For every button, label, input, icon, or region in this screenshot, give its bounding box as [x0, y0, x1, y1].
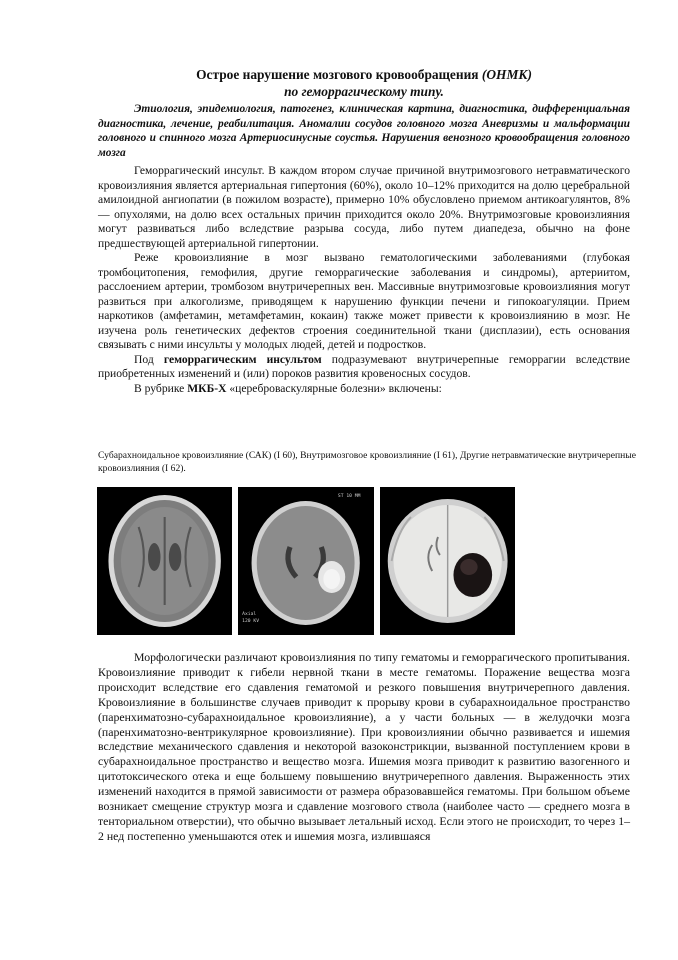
brain-scan-figure: [97, 487, 515, 635]
paragraph-1: Геморрагический инсульт. В каждом втором случае причиной внутримозгового нетравматического кровоизлияния является артериальная гипертония (60%), около 10–12% приходится на долю церебральной амилоидной ангиопатии (в пожилом возрасте), примерно 10% обусловлено приемом антикоагулянтов, 8% — опухолями, на долю всех остальных причин приходится около 20%. Внутримозговые кровоизлияния могут развиваться либо вследствие разрыва сосуда, либо путем диапедеза, обычно на фоне предшествующей артериальной гипертонии.: [98, 164, 630, 250]
p3-pre: Под: [134, 352, 164, 366]
paragraph-4: [98, 382, 630, 397]
body-lower: [98, 650, 630, 844]
ct-scan-left: [97, 487, 232, 635]
title-line2: по геморрагическому типу.: [284, 84, 444, 99]
title-main: Острое нарушение мозгового кровообращения: [196, 67, 482, 82]
paragraph-3: [98, 353, 630, 382]
brain-section-right: [380, 487, 515, 635]
svg-text:ST 10 MM: ST 10 MM: [338, 494, 361, 499]
p3-bold: геморрагическим инсультом: [163, 352, 322, 366]
svg-text:120 KV: 120 KV: [242, 619, 260, 624]
p4-pre: В рубрике: [134, 381, 188, 395]
body-upper: [98, 164, 630, 396]
p4-post: «цереброваскулярные болезни» включены:: [226, 381, 442, 395]
paragraph-5: Морфологически различают кровоизлияния по типу гематомы и геморрагического пропитывания. Кровоизлияние приводит к гибели нервной ткани в месте гематомы. Поражение вещества мозга происходит вследствие его сдавления гематомой и резкого повышения внутричерепного давления. Кровоизлияние в большинстве случаев приводит к прорыву крови в субарахноидальное пространство (паренхиматозно-субарахноидальное кровоизлияние), а у части больных — в желудочки мозга (паренхиматозно-вентрикулярное кровоизлияние). При кровоизлиянии обычно развивается и ишемия вследствие механического сдавления и некоторой вазоконстрикции, вызванной поступлением крови в субарахноидальное пространство и вещество мозга. Ишемия мозга приводит к развитию вазогенного и цитотоксического отека и еще большему повышению внутричерепного давления. Выраженность этих изменений находится в прямой зависимости от размера образовавшейся гематомы. При большом объеме возникает смещение структур мозга и сдавление мозгового ствола (наиболее часто — среднего мозга в тенториальном отверстии), что обычно вызывает летальный исход. Если этого не происходит, то через 1–2 нед постепенно уменьшаются отек и ишемия мозга, излившаяся: [98, 650, 630, 843]
p4-bold: МКБ-Х: [187, 381, 227, 395]
title-abbr: (ОНМК): [481, 67, 532, 82]
ct-scan-middle: [238, 487, 373, 635]
section-subtitle: Этиология, эпидемиология, патогенез, клиническая картина, диагностика, дифференциальная диагностика, лечение, реабилитация. Аномалии сосудов головного мозга Аневризмы и мальформации головного и спинного мозга Артериосинусные соустья. Нарушения венозного кровообращения головного мозга: [98, 103, 630, 159]
icd-codes: Субарахноидальное кровоизлияние (САК) (I 60), Внутримозговое кровоизлияние (I 61), Другие нетравматические внутричерепные кровоизлияния (I 62).: [98, 450, 636, 474]
svg-text:Axial: Axial: [242, 612, 257, 617]
page-title: [98, 66, 630, 100]
p3-post: подразумевают внутричерепные геморрагии вследствие приобретенных изменений и (или) пороков развития кровеносных сосудов.: [98, 352, 631, 380]
paragraph-2: Реже кровоизлияние в мозг вызвано гематологическими заболеваниями (глубокая тромбоцитопения, гемофилия, другие геморрагические заболевания и синдромы), артериитом, расслоением артерии, тромбозом внутричерепных вен. Массивные внутримозговые кровоизлияния могут развиться при алкоголизме, приводящем к нарушению функции печени и гипокоагуляции. Прием наркотиков (амфетамин, метамфетамин, кокаин) также может привести к кровоизлиянию в мозг. Не изучена роль генетических дефектов строения соединительной ткани (дисплазии), есть основания связывать с ними инсульты у молодых людей, детей и подростков.: [98, 251, 630, 351]
